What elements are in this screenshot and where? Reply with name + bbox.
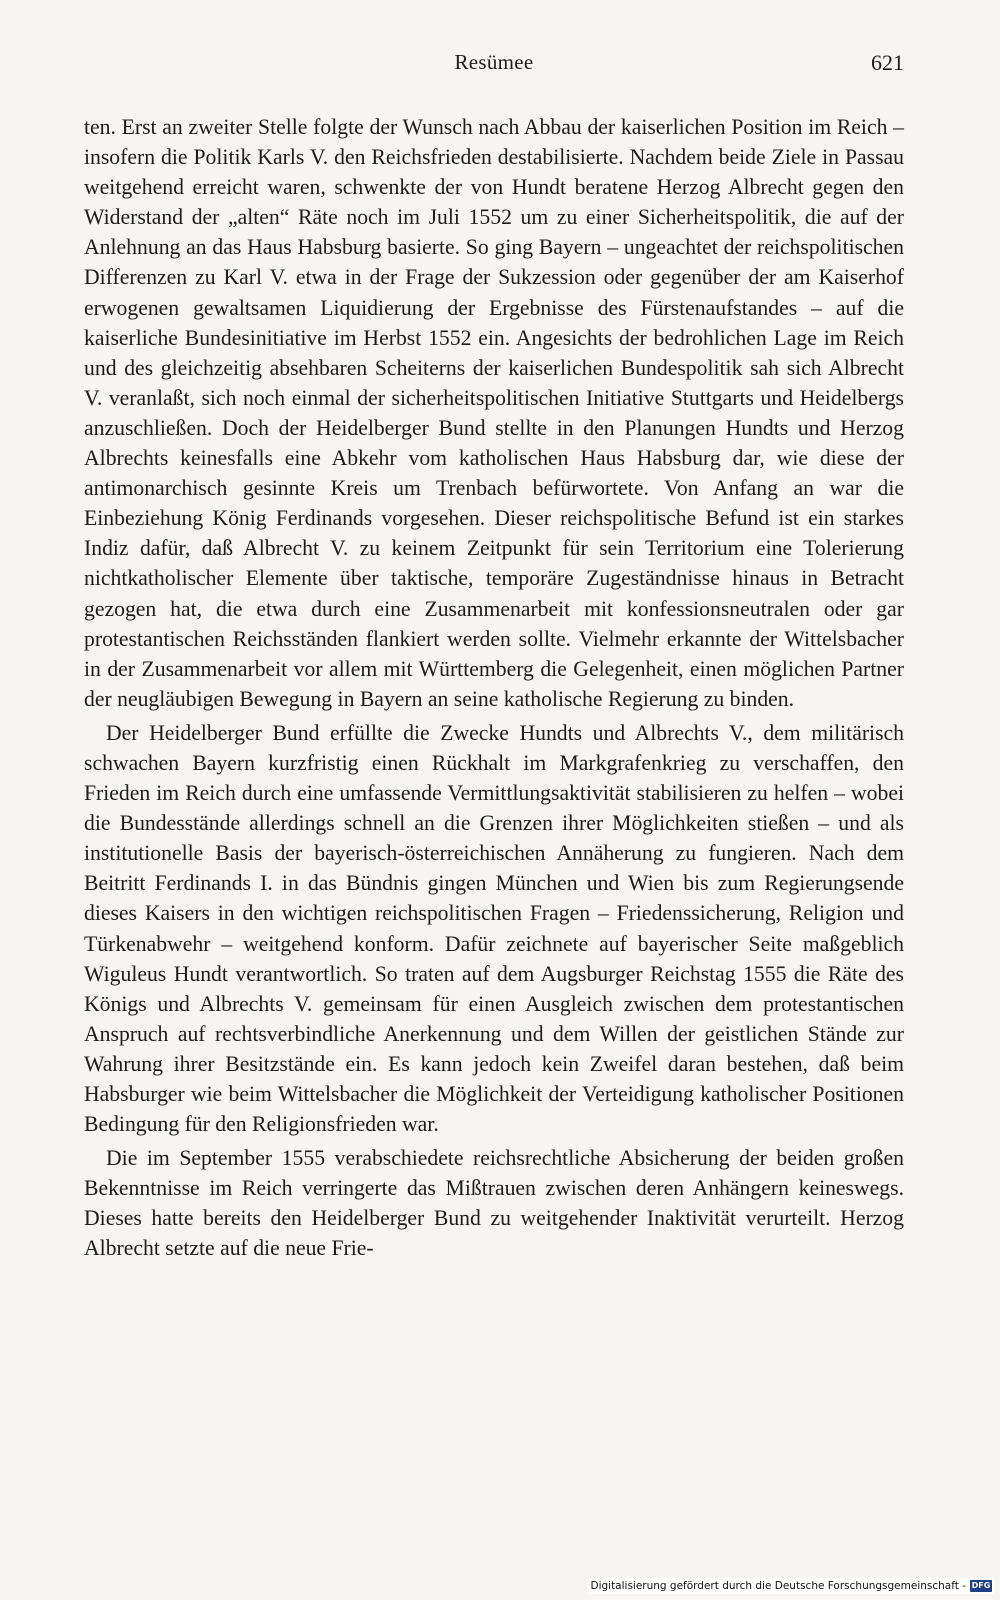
body-text [84,112,904,1264]
paragraph-2: Der Heidelberger Bund erfüllte die Zwecke Hundts und Albrechts V., dem militärisch schwachen Bayern kurzfristig einen Rückhalt im Markgrafenkrieg zu verschaffen, den Frieden im Reich durch eine umfassende Vermittlungsaktivität stabilisieren zu helfen – wobei die Bundesstände allerdings schnell an die Grenzen ihrer Möglichkeiten stießen – und als institutionelle Basis der bayerisch-österreichischen Annäherung zu fungieren. Nach dem Beitritt Ferdinands I. in das Bündnis gingen München und Wien bis zum Regierungsende dieses Kaisers in den wichtigen reichspolitischen Fragen – Friedenssicherung, Religion und Türkenabwehr – weitgehend konform. Dafür zeichnete auf bayerischer Seite maßgeblich Wiguleus Hundt verantwortlich. So traten auf dem Augsburger Reichstag 1555 die Räte des Königs und Albrechts V. gemeinsam für einen Ausgleich zwischen dem protestantischen Anspruch auf rechtsverbindliche Anerkennung und dem Willen der geistlichen Stände zur Wahrung ihrer Besitzstände ein. Es kann jedoch kein Zweifel daran bestehen, daß beim Habsburger wie beim Wittelsbacher die Möglichkeit der Verteidigung katholischer Positionen Bedingung für den Religionsfrieden war. [84,720,904,1137]
running-head: Resümee [454,50,534,74]
dfg-logo-icon: DFG [971,1581,991,1590]
page-header [84,50,904,84]
digitization-footer [588,1578,994,1594]
page-number: 621 [871,50,904,75]
footer-text: Digitalisierung gefördert durch die Deutsche Forschungsgemeinschaft - [590,1580,966,1592]
paragraph-1: ten. Erst an zweiter Stelle folgte der Wunsch nach Abbau der kaiserlichen Position im Reich – insofern die Politik Karls V. den Reichsfrieden destabilisierte. Nachdem beide Ziele in Passau weitgehend erreicht waren, schwenkte der von Hundt beratene Herzog Albrecht gegen den Widerstand der „alten“ Räte noch im Juli 1552 um zu einer Sicherheitspolitik, die auf der Anlehnung an das Haus Habsburg basierte. So ging Bayern – ungeachtet der reichspolitischen Differenzen zu Karl V. etwa in der Frage der Sukzession oder gegenüber der am Kaiserhof erwogenen gewaltsamen Liquidierung der Ergebnisse des Fürstenaufstandes – auf die kaiserliche Bundesinitiative im Herbst 1552 ein. Angesichts der bedrohlichen Lage im Reich und des gleichzeitig absehbaren Scheiterns der kaiserlichen Bundespolitik sah sich Albrecht V. veranlaßt, sich noch einmal der sicherheitspolitischen Initiative Stuttgarts und Heidelbergs anzuschließen. Doch der Heidelberger Bund stellte in den Planungen Hundts und Herzog Albrechts keinesfalls eine Abkehr vom katholischen Haus Habsburg dar, wie diese der antimonarchisch gesinnte Kreis um Trenbach befürwortete. Von Anfang an war die Einbeziehung König Ferdinands vorgesehen. Dieser reichspolitische Befund ist ein starkes Indiz dafür, daß Albrecht V. zu keinem Zeitpunkt für sein Territorium eine Tolerierung nichtkatholischer Elemente über taktische, temporäre Zugeständnisse hinaus in Betracht gezogen hat, die etwa durch eine Zusammenarbeit mit konfessionsneutralen oder gar protestantischen Reichsständen flankiert werden sollte. Vielmehr erkannte der Wittelsbacher in der Zusammenarbeit vor allem mit Württemberg die Gelegenheit, einen möglichen Partner der neugläubigen Bewegung in Bayern an seine katholische Regierung zu binden. [84,115,904,711]
paragraph-3: Die im September 1555 verabschiedete reichsrechtliche Absicherung der beiden großen Bekenntnisse im Reich verringerte das Mißtrauen zwischen deren Anhängern keineswegs. Dieses hatte bereits den Heidelberger Bund zu weitgehender Inaktivität verurteilt. Herzog Albrecht setzte auf die neue Frie- [84,1146,904,1261]
